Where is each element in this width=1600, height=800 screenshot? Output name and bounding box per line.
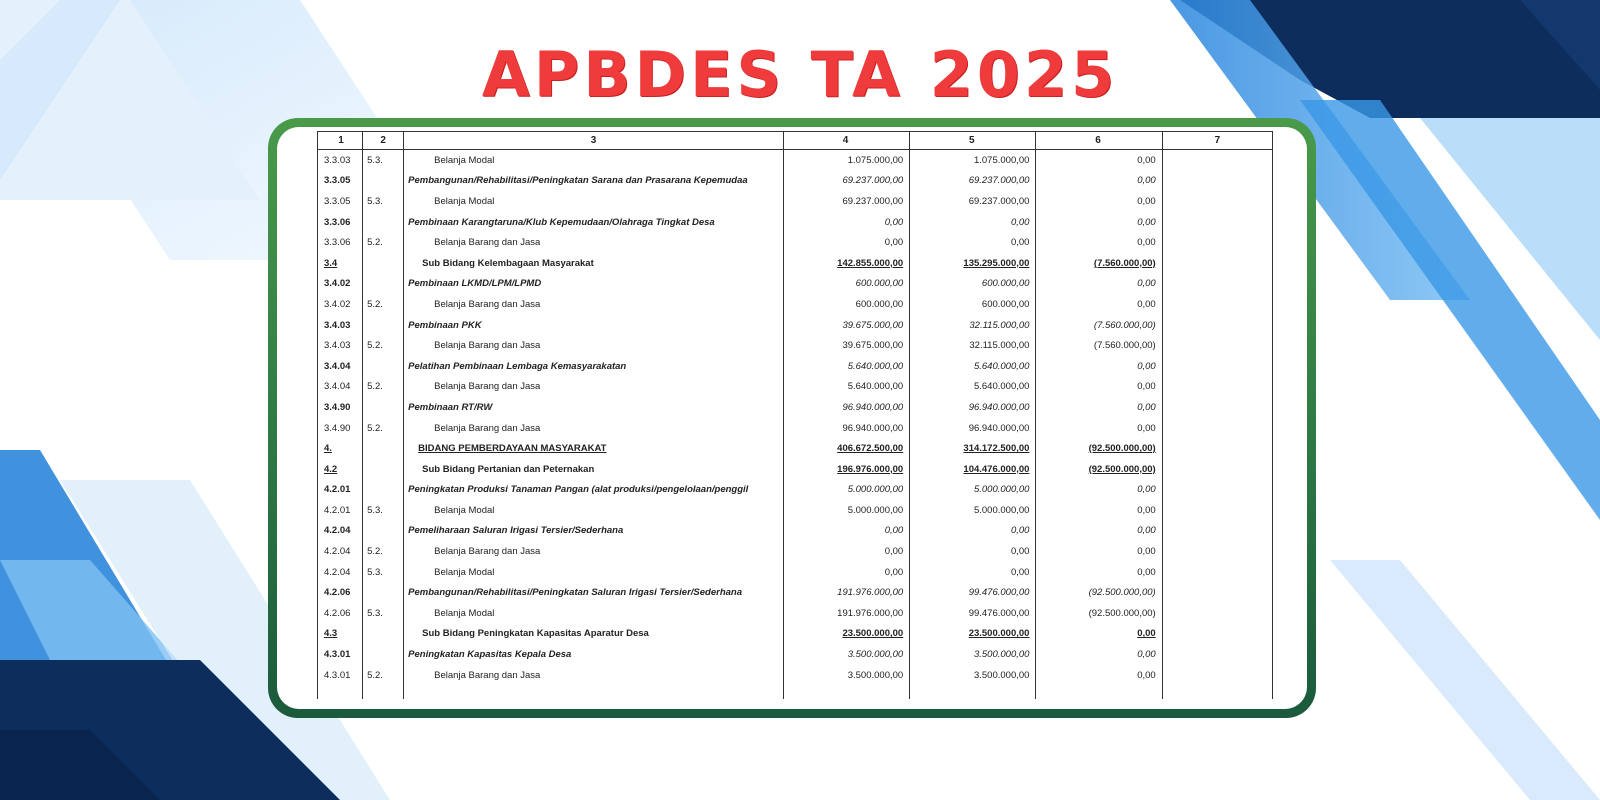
row-value-col7 xyxy=(1162,253,1272,274)
row-value-col5: 5.640.000,00 xyxy=(910,356,1036,377)
row-value-col6: (92.500.000,00) xyxy=(1036,459,1162,480)
column-header-4: 4 xyxy=(783,132,909,150)
row-value-col5: 0,00 xyxy=(910,562,1036,583)
table-row xyxy=(318,294,1273,315)
row-value-col7 xyxy=(1162,315,1272,336)
row-value-col5: 0,00 xyxy=(910,541,1036,562)
table-row xyxy=(318,665,1273,686)
row-account-code: 5.2. xyxy=(363,665,404,686)
row-value-col6: 0,00 xyxy=(1036,418,1162,439)
row-value-col6: 0,00 xyxy=(1036,356,1162,377)
table-row xyxy=(318,521,1273,542)
row-value-col4: 0,00 xyxy=(783,562,909,583)
row-description: Peningkatan Kapasitas Kepala Desa xyxy=(404,644,784,665)
row-value-col4: 39.675.000,00 xyxy=(783,335,909,356)
row-value-col4: 0,00 xyxy=(783,541,909,562)
table-row xyxy=(318,459,1273,480)
row-value-col7 xyxy=(1162,356,1272,377)
table-row xyxy=(318,480,1273,501)
row-value-col5: 69.237.000,00 xyxy=(910,191,1036,212)
row-value-col5: 314.172.500,00 xyxy=(910,438,1036,459)
row-code: 3.4.02 xyxy=(318,294,363,315)
row-description: Pembinaan PKK xyxy=(404,315,784,336)
page-title: APBDES TA 2025 xyxy=(481,38,1119,111)
row-value-col5: 99.476.000,00 xyxy=(910,603,1036,624)
row-description: Belanja Barang dan Jasa xyxy=(404,294,784,315)
row-code: 3.4.90 xyxy=(318,397,363,418)
row-description: Belanja Modal xyxy=(404,191,784,212)
row-code: 4. xyxy=(318,438,363,459)
row-value-col6: 0,00 xyxy=(1036,274,1162,295)
row-value-col5: 135.295.000,00 xyxy=(910,253,1036,274)
row-account-code: 5.2. xyxy=(363,418,404,439)
row-value-col4: 39.675.000,00 xyxy=(783,315,909,336)
row-value-col7 xyxy=(1162,603,1272,624)
row-code: 4.3.01 xyxy=(318,665,363,686)
row-value-col6: 0,00 xyxy=(1036,397,1162,418)
row-description: Pembinaan Karangtaruna/Klub Kepemudaan/Olahraga Tingkat Desa xyxy=(404,212,784,233)
row-value-col7 xyxy=(1162,624,1272,645)
row-value-col7 xyxy=(1162,521,1272,542)
row-value-col4: 191.976.000,00 xyxy=(783,603,909,624)
table-row xyxy=(318,500,1273,521)
column-header-6: 6 xyxy=(1036,132,1162,150)
table-row xyxy=(318,624,1273,645)
row-value-col6: 0,00 xyxy=(1036,624,1162,645)
row-code: 4.2.04 xyxy=(318,541,363,562)
row-value-col4: 5.640.000,00 xyxy=(783,377,909,398)
table-row xyxy=(318,377,1273,398)
row-value-col4: 3.500.000,00 xyxy=(783,644,909,665)
row-code: 4.2.01 xyxy=(318,500,363,521)
row-description: Pembinaan LKMD/LPM/LPMD xyxy=(404,274,784,295)
row-description: Pembinaan RT/RW xyxy=(404,397,784,418)
row-value-col4: 3.500.000,00 xyxy=(783,665,909,686)
row-account-code: 5.2. xyxy=(363,232,404,253)
row-value-col6: 0,00 xyxy=(1036,191,1162,212)
row-value-col5: 3.500.000,00 xyxy=(910,644,1036,665)
row-description: Pembangunan/Rehabilitasi/Peningkatan Sarana dan Prasarana Kepemudaa xyxy=(404,171,784,192)
row-code: 3.3.06 xyxy=(318,212,363,233)
row-value-col6: 0,00 xyxy=(1036,294,1162,315)
table-row xyxy=(318,356,1273,377)
row-value-col5: 5.640.000,00 xyxy=(910,377,1036,398)
row-description: Pemeliharaan Saluran Irigasi Tersier/Sederhana xyxy=(404,521,784,542)
table-header-row xyxy=(318,132,1273,150)
row-value-col4: 5.000.000,00 xyxy=(783,480,909,501)
row-description: Sub Bidang Kelembagaan Masyarakat xyxy=(404,253,784,274)
row-value-col6: (92.500.000,00) xyxy=(1036,438,1162,459)
row-description: BIDANG PEMBERDAYAAN MASYARAKAT xyxy=(404,438,784,459)
row-account-code xyxy=(363,171,404,192)
row-account-code: 5.3. xyxy=(363,150,404,171)
row-code: 3.4.03 xyxy=(318,315,363,336)
row-value-col6: (92.500.000,00) xyxy=(1036,603,1162,624)
row-account-code: 5.3. xyxy=(363,500,404,521)
row-code: 4.2.04 xyxy=(318,562,363,583)
row-account-code xyxy=(363,212,404,233)
table-row xyxy=(318,171,1273,192)
row-description: Pelatihan Pembinaan Lembaga Kemasyarakatan xyxy=(404,356,784,377)
row-value-col5: 5.000.000,00 xyxy=(910,480,1036,501)
table-row xyxy=(318,274,1273,295)
row-value-col7 xyxy=(1162,377,1272,398)
document-card xyxy=(277,127,1307,709)
table-row xyxy=(318,644,1273,665)
row-account-code: 5.2. xyxy=(363,335,404,356)
table-body xyxy=(318,150,1273,700)
row-value-col4: 69.237.000,00 xyxy=(783,171,909,192)
row-description: Peningkatan Produksi Tanaman Pangan (alat produksi/pengelolaan/penggil xyxy=(404,480,784,501)
filler-cell xyxy=(318,685,363,699)
row-code: 4.2 xyxy=(318,459,363,480)
row-value-col7 xyxy=(1162,274,1272,295)
row-description: Belanja Barang dan Jasa xyxy=(404,418,784,439)
table-row xyxy=(318,562,1273,583)
row-value-col4: 600.000,00 xyxy=(783,294,909,315)
table-row xyxy=(318,232,1273,253)
table-row xyxy=(318,253,1273,274)
row-code: 3.3.06 xyxy=(318,232,363,253)
row-description: Pembangunan/Rehabilitasi/Peningkatan Saluran Irigasi Tersier/Sederhana xyxy=(404,582,784,603)
row-value-col5: 5.000.000,00 xyxy=(910,500,1036,521)
row-value-col5: 99.476.000,00 xyxy=(910,582,1036,603)
row-value-col7 xyxy=(1162,480,1272,501)
table-row xyxy=(318,191,1273,212)
row-description: Belanja Modal xyxy=(404,603,784,624)
row-value-col5: 96.940.000,00 xyxy=(910,397,1036,418)
row-code: 3.4.90 xyxy=(318,418,363,439)
row-description: Belanja Barang dan Jasa xyxy=(404,232,784,253)
row-code: 4.3 xyxy=(318,624,363,645)
row-description: Belanja Modal xyxy=(404,500,784,521)
row-value-col7 xyxy=(1162,500,1272,521)
row-value-col5: 96.940.000,00 xyxy=(910,418,1036,439)
row-account-code xyxy=(363,480,404,501)
row-account-code xyxy=(363,521,404,542)
row-value-col6: 0,00 xyxy=(1036,480,1162,501)
table-row xyxy=(318,418,1273,439)
row-value-col4: 0,00 xyxy=(783,212,909,233)
row-description: Belanja Barang dan Jasa xyxy=(404,665,784,686)
table-row xyxy=(318,150,1273,171)
row-account-code xyxy=(363,459,404,480)
row-value-col4: 0,00 xyxy=(783,521,909,542)
row-description: Belanja Barang dan Jasa xyxy=(404,541,784,562)
row-account-code xyxy=(363,582,404,603)
row-value-col4: 96.940.000,00 xyxy=(783,397,909,418)
row-value-col5: 600.000,00 xyxy=(910,294,1036,315)
row-description: Belanja Modal xyxy=(404,562,784,583)
row-account-code xyxy=(363,438,404,459)
table-row xyxy=(318,212,1273,233)
row-value-col5: 32.115.000,00 xyxy=(910,335,1036,356)
table-row xyxy=(318,582,1273,603)
row-value-col6: 0,00 xyxy=(1036,150,1162,171)
filler-cell xyxy=(404,685,784,699)
row-account-code: 5.3. xyxy=(363,562,404,583)
row-value-col5: 0,00 xyxy=(910,232,1036,253)
row-value-col5: 1.075.000,00 xyxy=(910,150,1036,171)
row-value-col7 xyxy=(1162,335,1272,356)
row-account-code xyxy=(363,644,404,665)
row-value-col5: 32.115.000,00 xyxy=(910,315,1036,336)
row-value-col6: 0,00 xyxy=(1036,232,1162,253)
row-description: Belanja Barang dan Jasa xyxy=(404,335,784,356)
budget-document xyxy=(317,131,1273,706)
row-value-col4: 142.855.000,00 xyxy=(783,253,909,274)
row-code: 3.4.03 xyxy=(318,335,363,356)
row-account-code: 5.2. xyxy=(363,294,404,315)
row-value-col4: 406.672.500,00 xyxy=(783,438,909,459)
row-code: 3.4.04 xyxy=(318,377,363,398)
row-value-col6: 0,00 xyxy=(1036,541,1162,562)
row-account-code xyxy=(363,624,404,645)
row-code: 4.2.01 xyxy=(318,480,363,501)
row-value-col4: 0,00 xyxy=(783,232,909,253)
row-description: Belanja Barang dan Jasa xyxy=(404,377,784,398)
row-value-col7 xyxy=(1162,644,1272,665)
row-code: 3.4 xyxy=(318,253,363,274)
row-account-code: 5.3. xyxy=(363,603,404,624)
row-value-col4: 1.075.000,00 xyxy=(783,150,909,171)
row-value-col7 xyxy=(1162,418,1272,439)
row-code: 3.3.05 xyxy=(318,171,363,192)
row-description: Sub Bidang Pertanian dan Peternakan xyxy=(404,459,784,480)
row-description: Sub Bidang Peningkatan Kapasitas Aparatur Desa xyxy=(404,624,784,645)
row-value-col6: (7.560.000,00) xyxy=(1036,315,1162,336)
row-value-col4: 23.500.000,00 xyxy=(783,624,909,645)
row-code: 4.2.06 xyxy=(318,603,363,624)
table-row xyxy=(318,541,1273,562)
row-value-col7 xyxy=(1162,232,1272,253)
row-code: 4.3.01 xyxy=(318,644,363,665)
row-code: 3.4.02 xyxy=(318,274,363,295)
row-value-col4: 191.976.000,00 xyxy=(783,582,909,603)
table-row xyxy=(318,335,1273,356)
row-value-col5: 600.000,00 xyxy=(910,274,1036,295)
row-account-code: 5.3. xyxy=(363,191,404,212)
table-row xyxy=(318,315,1273,336)
row-value-col5: 0,00 xyxy=(910,521,1036,542)
row-value-col6: (7.560.000,00) xyxy=(1036,253,1162,274)
row-value-col7 xyxy=(1162,541,1272,562)
row-description: Belanja Modal xyxy=(404,150,784,171)
row-account-code xyxy=(363,274,404,295)
row-value-col4: 196.976.000,00 xyxy=(783,459,909,480)
row-code: 3.3.05 xyxy=(318,191,363,212)
row-value-col6: 0,00 xyxy=(1036,665,1162,686)
row-value-col7 xyxy=(1162,459,1272,480)
table-row xyxy=(318,603,1273,624)
row-value-col4: 600.000,00 xyxy=(783,274,909,295)
column-header-1: 1 xyxy=(318,132,363,150)
row-account-code xyxy=(363,315,404,336)
filler-cell xyxy=(363,685,404,699)
row-value-col6: 0,00 xyxy=(1036,521,1162,542)
row-code: 3.4.04 xyxy=(318,356,363,377)
row-value-col7 xyxy=(1162,171,1272,192)
row-value-col4: 96.940.000,00 xyxy=(783,418,909,439)
row-value-col7 xyxy=(1162,438,1272,459)
column-header-3: 3 xyxy=(404,132,784,150)
row-value-col7 xyxy=(1162,397,1272,418)
row-value-col6: 0,00 xyxy=(1036,212,1162,233)
column-header-5: 5 xyxy=(910,132,1036,150)
row-account-code: 5.2. xyxy=(363,541,404,562)
table-row xyxy=(318,397,1273,418)
row-value-col7 xyxy=(1162,582,1272,603)
row-value-col5: 3.500.000,00 xyxy=(910,665,1036,686)
row-value-col4: 69.237.000,00 xyxy=(783,191,909,212)
row-value-col7 xyxy=(1162,212,1272,233)
row-account-code: 5.2. xyxy=(363,377,404,398)
row-value-col5: 69.237.000,00 xyxy=(910,171,1036,192)
row-value-col5: 104.476.000,00 xyxy=(910,459,1036,480)
row-value-col6: 0,00 xyxy=(1036,644,1162,665)
row-value-col4: 5.640.000,00 xyxy=(783,356,909,377)
row-account-code xyxy=(363,253,404,274)
row-code: 3.3.03 xyxy=(318,150,363,171)
row-account-code xyxy=(363,397,404,418)
row-value-col7 xyxy=(1162,191,1272,212)
row-code: 4.2.06 xyxy=(318,582,363,603)
row-value-col7 xyxy=(1162,294,1272,315)
row-value-col5: 0,00 xyxy=(910,212,1036,233)
row-value-col6: (92.500.000,00) xyxy=(1036,582,1162,603)
row-value-col7 xyxy=(1162,562,1272,583)
row-account-code xyxy=(363,356,404,377)
table-filler-row xyxy=(318,685,1273,699)
row-value-col7 xyxy=(1162,665,1272,686)
row-code: 4.2.04 xyxy=(318,521,363,542)
row-value-col6: (7.560.000,00) xyxy=(1036,335,1162,356)
column-header-2: 2 xyxy=(363,132,404,150)
filler-cell xyxy=(910,685,1036,699)
budget-table xyxy=(317,131,1273,699)
row-value-col6: 0,00 xyxy=(1036,500,1162,521)
filler-cell xyxy=(1162,685,1272,699)
table-row xyxy=(318,438,1273,459)
filler-cell xyxy=(1036,685,1162,699)
row-value-col4: 5.000.000,00 xyxy=(783,500,909,521)
row-value-col5: 23.500.000,00 xyxy=(910,624,1036,645)
column-header-7: 7 xyxy=(1162,132,1272,150)
row-value-col6: 0,00 xyxy=(1036,377,1162,398)
filler-cell xyxy=(783,685,909,699)
row-value-col6: 0,00 xyxy=(1036,562,1162,583)
row-value-col6: 0,00 xyxy=(1036,171,1162,192)
row-value-col7 xyxy=(1162,150,1272,171)
